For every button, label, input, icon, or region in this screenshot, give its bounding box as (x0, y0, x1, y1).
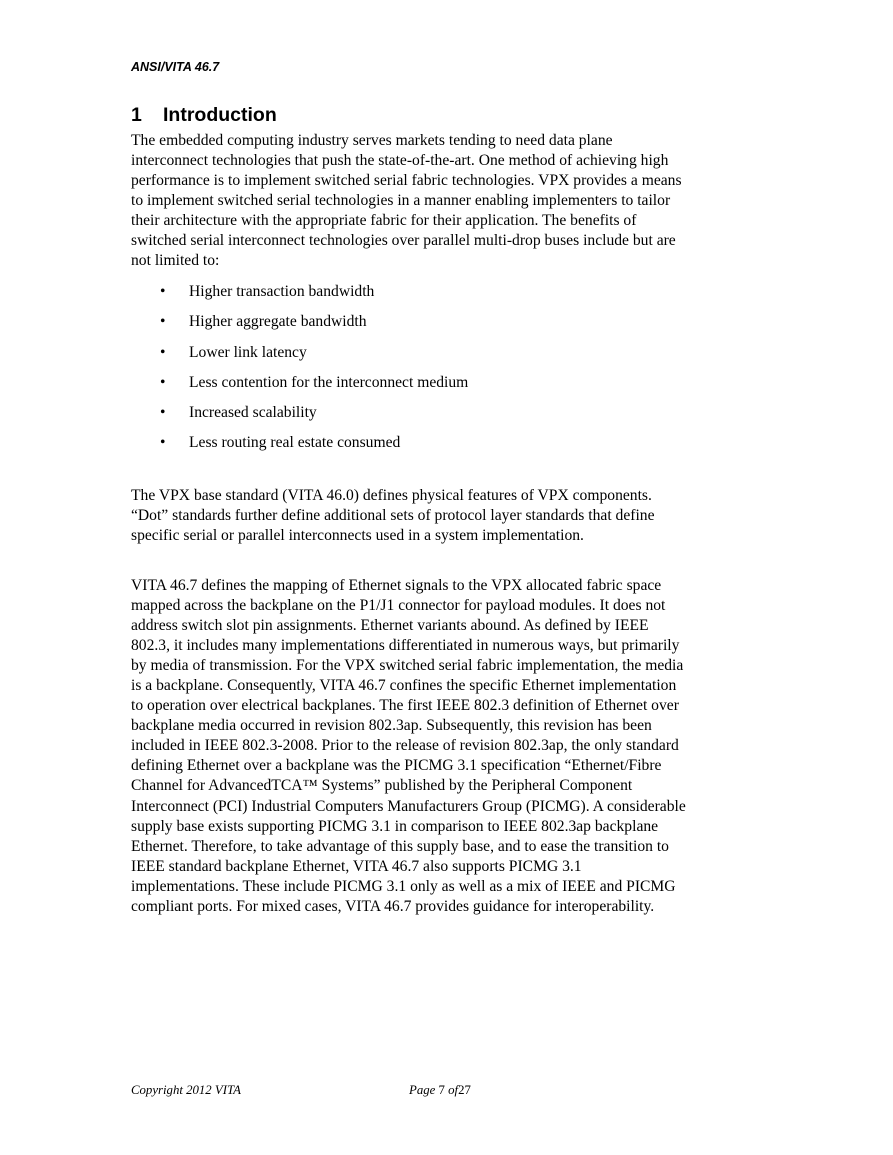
text-line: by media of transmission. For the VPX switched serial fabric implementation, the media (131, 657, 684, 674)
section-title: Introduction (163, 104, 277, 126)
list-item (160, 312, 367, 332)
text-line: compliant ports. For mixed cases, VITA 46.7 provides guidance for interoperability. (131, 898, 655, 915)
bullet-icon: • (160, 434, 166, 451)
text-line: supply base exists supporting PICMG 3.1 in comparison to IEEE 802.3ap backplane (131, 818, 659, 835)
text-line: included in IEEE 802.3-2008. Prior to the release of revision 802.3ap, the only standard (131, 737, 679, 754)
list-item-text: Increased scalability (189, 404, 317, 421)
text-line: implementations. These include PICMG 3.1 only as well as a mix of IEEE and PICMG (131, 878, 676, 895)
text-line: to implement switched serial technologies in a manner enabling implementers to tailor (131, 192, 671, 209)
list-item (160, 343, 307, 363)
bullet-icon: • (160, 344, 166, 361)
page-current: 7 (438, 1083, 445, 1097)
text-line: VITA 46.7 defines the mapping of Ethernet signals to the VPX allocated fabric space (131, 577, 662, 594)
text-line: “Dot” standards further define additional sets of protocol layer standards that define (131, 507, 655, 524)
section-number: 1 (131, 104, 142, 126)
page-word: Page (409, 1083, 436, 1097)
list-item (160, 282, 374, 302)
footer-copyright: Copyright 2012 VITA (131, 1083, 241, 1097)
footer-page-number (409, 1082, 471, 1098)
text-line: 802.3, it includes many implementations differentiated in numerous ways, but primarily (131, 637, 680, 654)
text-line: The embedded computing industry serves markets tending to need data plane (131, 132, 613, 149)
text-line: to operation over electrical backplanes. The first IEEE 802.3 definition of Ethernet over (131, 697, 679, 714)
text-line: performance is to implement switched serial fabric technologies. VPX provides a means (131, 172, 682, 189)
list-item-text: Less routing real estate consumed (189, 434, 401, 451)
bullet-icon: • (160, 283, 166, 300)
section-heading (131, 103, 277, 127)
text-line: The VPX base standard (VITA 46.0) defines physical features of VPX components. (131, 487, 652, 504)
bullet-icon: • (160, 404, 166, 421)
list-item-text: Higher transaction bandwidth (189, 283, 375, 300)
bullet-icon: • (160, 313, 166, 330)
text-line: Ethernet. Therefore, to take advantage of this supply base, and to ease the transition to (131, 838, 669, 855)
list-item-text: Less contention for the interconnect medium (189, 374, 469, 391)
text-line: Channel for AdvancedTCA™ Systems” published by the Peripheral Component (131, 777, 633, 794)
text-line: is a backplane. Consequently, VITA 46.7 confines the specific Ethernet implementation (131, 677, 677, 694)
text-line: their architecture with the appropriate fabric for their application. The benefits of (131, 212, 637, 229)
page-total: 27 (458, 1083, 471, 1097)
text-line: not limited to: (131, 252, 220, 269)
list-item-text: Higher aggregate bandwidth (189, 313, 367, 330)
text-line: defining Ethernet over a backplane was the PICMG 3.1 specification “Ethernet/Fibre (131, 757, 662, 774)
of-word: of (448, 1083, 459, 1097)
text-line: backplane media occurred in revision 802.3ap. Subsequently, this revision has been (131, 717, 652, 734)
text-line: address switch slot pin assignments. Ethernet variants abound. As defined by IEEE (131, 617, 649, 634)
text-line: switched serial interconnect technologies over parallel multi-drop buses include but are (131, 232, 676, 249)
list-item (160, 433, 400, 453)
text-line: interconnect technologies that push the state-of-the-art. One method of achieving high (131, 152, 669, 169)
text-line: IEEE standard backplane Ethernet, VITA 46.7 also supports PICMG 3.1 (131, 858, 582, 875)
list-item-text: Lower link latency (189, 344, 307, 361)
text-line: specific serial or parallel interconnects used in a system implementation. (131, 527, 584, 544)
running-header: ANSI/VITA 46.7 (131, 60, 220, 74)
text-line: Interconnect (PCI) Industrial Computers Manufacturers Group (PICMG). A considerable (131, 798, 686, 815)
list-item (160, 373, 468, 393)
bullet-icon: • (160, 374, 166, 391)
list-item (160, 403, 317, 423)
text-line: mapped across the backplane on the P1/J1 connector for payload modules. It does not (131, 597, 666, 614)
